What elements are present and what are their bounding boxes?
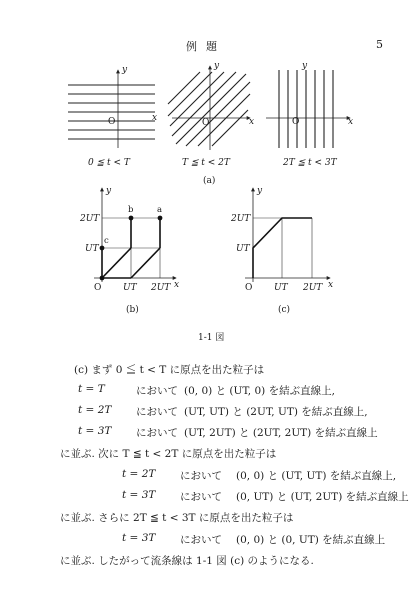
a2-diagonal-lines [168,72,250,146]
b-point-a [158,216,163,221]
figure-c-caption: (c) [278,305,291,315]
b-label-c: c [104,236,109,246]
line2-1-t: t = 2T [122,468,156,480]
b-pathline-a-2 [131,248,160,278]
line1-3-t: t = 3T [78,425,112,437]
line3-1-at: において [180,534,222,546]
a1-horizontal-lines [68,85,158,139]
b-xlabel: x [174,280,180,290]
figure-a-panel-3 [266,61,353,168]
b-pathline-b-1 [102,248,131,278]
figure-a-panel-1 [68,65,157,168]
c-gridlines [253,218,312,278]
c-streakline [253,218,312,278]
c-xtick-ut: UT [274,283,288,293]
page-number: 5 [376,38,383,51]
a1-ylabel: y [122,65,128,75]
a1-origin: O [108,117,116,127]
line1-2-t: t = 2T [78,404,112,416]
line1-3-at: において [136,427,178,439]
line1-2-at: において [136,406,178,418]
figure-a-caption: (a) [203,176,216,186]
c-xlabel: x [328,280,334,290]
a3-vertical-lines [279,70,333,148]
page-header-title: 例題 [186,40,226,53]
figure-a-panel-2 [168,61,254,168]
c-ylabel: y [257,186,263,196]
figure-b-caption: (b) [126,305,139,315]
line1-1-at: において [136,385,178,397]
c-xtick-2ut: 2UT [303,283,323,293]
line1-1-t: t = T [78,383,105,395]
b-label-b: b [128,205,134,215]
line1-2-desc: (UT, UT) と (2UT, UT) を結ぶ直線上, [184,406,368,418]
figure-caption: 1-1 図 [198,333,225,343]
line2-1-at: において [180,470,222,482]
a2-xlabel: x [249,117,255,127]
figure-c [230,186,333,315]
c-origin: O [245,283,253,293]
c-ytick-ut: UT [236,244,250,254]
text-cont1: に並ぶ. 次に T ≦ t < 2T に原点を出た粒子は [60,448,277,460]
c-ytick-2ut: 2UT [231,214,251,224]
b-point-b [129,216,134,221]
line2-2-desc: (0, UT) と (UT, 2UT) を結ぶ直線上 [236,491,409,503]
line1-3-desc: (UT, 2UT) と (2UT, 2UT) を結ぶ直線上 [184,427,378,439]
a3-xlabel: x [348,117,354,127]
text-cont2: に並ぶ. さらに 2T ≦ t < 3T に原点を出た粒子は [60,512,294,524]
figure-b [79,186,179,315]
b-ytick-ut: UT [85,244,99,254]
b-ylabel: y [106,186,112,196]
text-intro: (c) まず 0 ≦ t < T に原点を出た粒子は [74,364,265,376]
b-origin: O [94,283,102,293]
a2-range: T ≦ t < 2T [182,158,230,168]
line1-1-desc: (0, 0) と (UT, 0) を結ぶ直線上, [184,385,335,397]
a2-ylabel: y [214,61,220,71]
b-label-a: a [157,205,163,215]
a3-origin: O [292,117,300,127]
b-ytick-2ut: 2UT [80,214,100,224]
line2-2-t: t = 3T [122,489,156,501]
line3-1-t: t = 3T [122,532,156,544]
a1-xlabel: x [152,113,158,123]
b-xtick-ut: UT [123,283,137,293]
text-cont3: に並ぶ. したがって流条線は 1-1 図 (c) のようになる. [60,555,314,567]
line2-1-desc: (0, 0) と (UT, UT) を結ぶ直線上, [236,470,397,482]
a3-range: 2T ≦ t < 3T [283,158,337,168]
b-point-origin [100,276,105,281]
line2-2-at: において [180,491,222,503]
a2-origin: O [202,118,210,128]
line3-1-desc: (0, 0) と (0, UT) を結ぶ直線上 [236,534,386,546]
b-point-c [100,246,105,251]
a3-ylabel: y [302,61,308,71]
b-xtick-2ut: 2UT [151,283,171,293]
a1-range: 0 ≦ t < T [88,158,130,168]
